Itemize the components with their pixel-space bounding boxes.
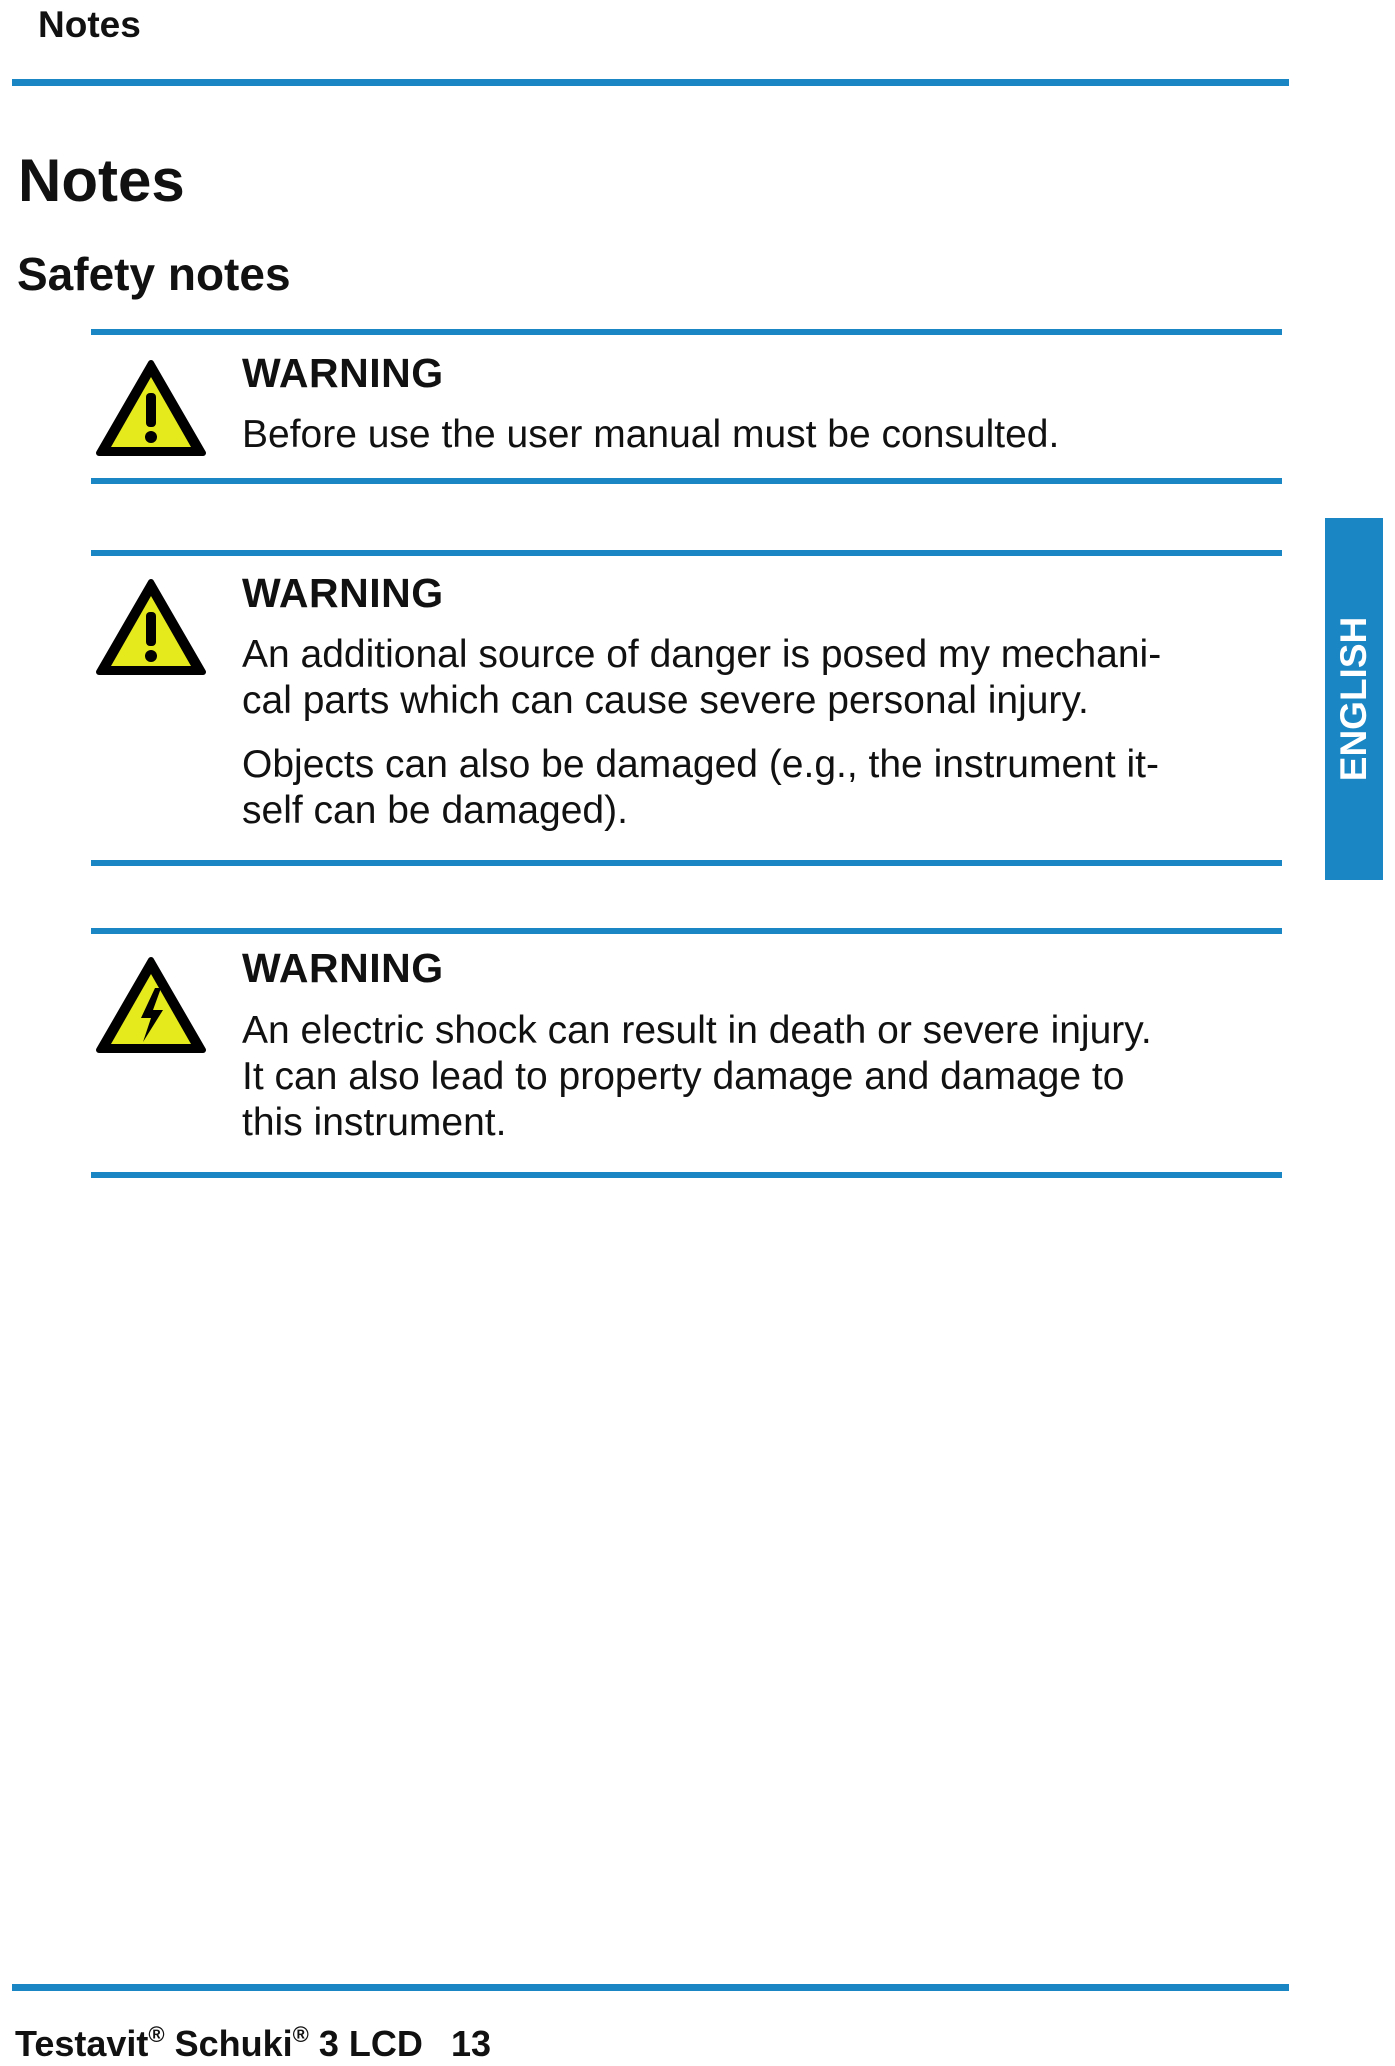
warning-box-1 <box>91 329 1282 489</box>
page-title: Notes <box>18 147 185 214</box>
warning-top-rule <box>91 928 1282 934</box>
footer-brand-1: Testavit <box>15 2023 149 2064</box>
warning-bottom-rule <box>91 860 1282 866</box>
warning-box-2 <box>91 550 1282 870</box>
registered-mark: ® <box>148 2022 165 2047</box>
general-warning-icon <box>95 359 207 459</box>
section-title: Safety notes <box>17 248 291 300</box>
warning-bottom-rule <box>91 1172 1282 1178</box>
warning-heading: WARNING <box>242 350 444 396</box>
warning-text: An additional source of danger is posed my mechani- cal parts which can cause severe personal injury. <box>242 633 1162 722</box>
warning-bottom-rule <box>91 478 1282 484</box>
warning-heading: WARNING <box>242 945 444 991</box>
language-tab-label: ENGLISH <box>1333 616 1374 782</box>
general-warning-icon <box>95 578 207 678</box>
running-header: Notes <box>38 4 141 45</box>
warning-heading: WARNING <box>242 570 444 616</box>
footer-rule <box>12 1984 1289 1991</box>
electric-shock-icon <box>95 956 207 1056</box>
warning-box-3 <box>91 928 1282 1184</box>
footer <box>15 2022 491 2065</box>
footer-model: 3 LCD <box>318 2023 423 2064</box>
warning-text: Before use the user manual must be consulted. <box>242 413 1060 456</box>
warning-top-rule <box>91 550 1282 556</box>
language-tab <box>1325 518 1383 880</box>
registered-mark: ® <box>292 2022 309 2047</box>
header-rule <box>12 79 1289 86</box>
warning-text: An electric shock can result in death or severe injury. It can also lead to property damage and damage to this instrument. <box>242 1009 1152 1144</box>
warning-text: Objects can also be damaged (e.g., the instrument it- self can be damaged). <box>242 743 1159 832</box>
page-number: 13 <box>450 2023 491 2064</box>
warning-top-rule <box>91 329 1282 335</box>
footer-brand-2: Schuki <box>174 2023 293 2064</box>
